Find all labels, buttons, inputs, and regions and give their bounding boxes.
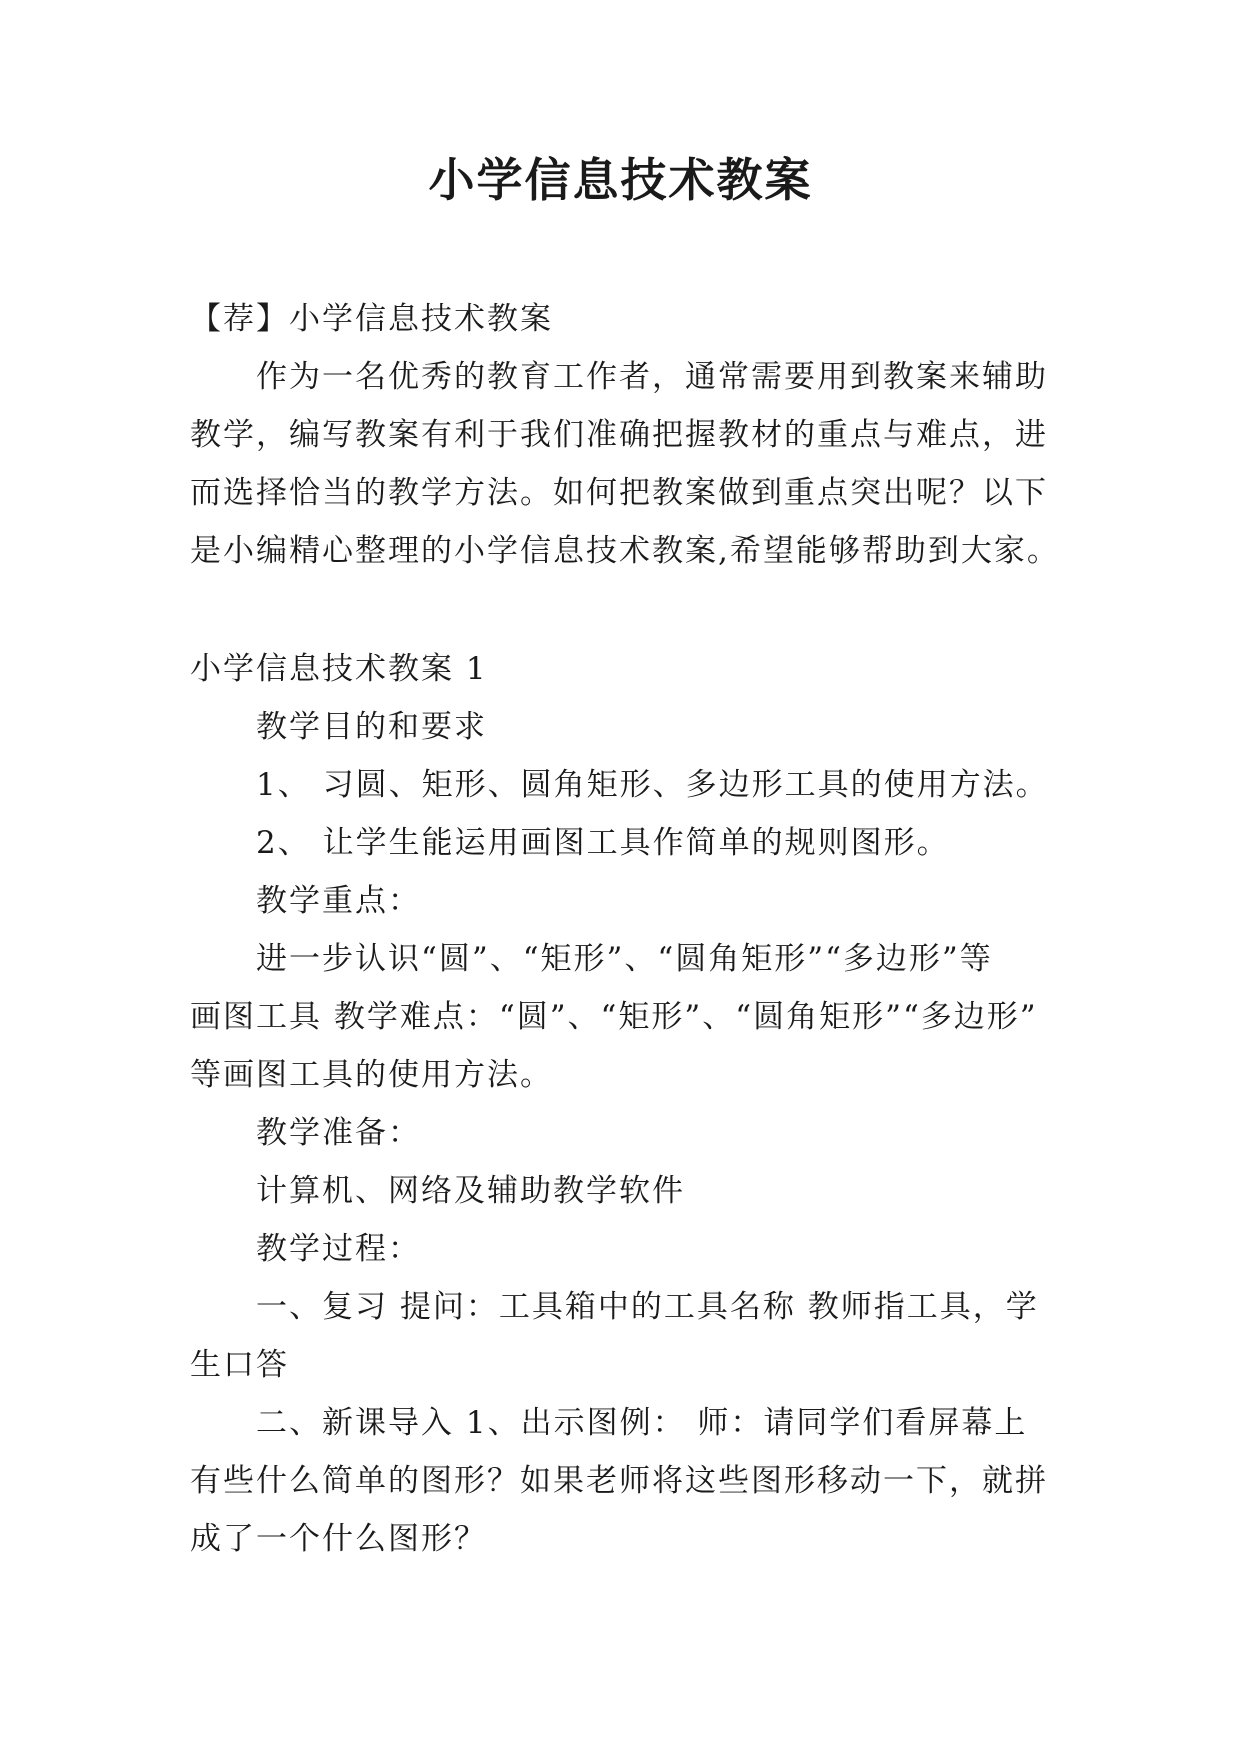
intro-paragraph-line: 教学，编写教案有利于我们准确把握教材的重点与难点，进 (190, 417, 1048, 453)
body-line: 进一步认识“圆”、“矩形”、“圆角矩形”“多边形”等 (256, 941, 993, 977)
body-line: 教学重点： (256, 883, 421, 919)
intro-paragraph-line: 作为一名优秀的教育工作者，通常需要用到教案来辅助 (256, 359, 1048, 395)
body-line: 2、 让学生能运用画图工具作简单的规则图形。 (256, 825, 950, 861)
page-title: 小学信息技术教案 (428, 153, 813, 207)
body-line: 等画图工具的使用方法。 (190, 1057, 553, 1093)
body-line: 二、新课导入 1、出示图例： 师：请同学们看屏幕上 (256, 1405, 1028, 1441)
blank-line (190, 580, 1060, 638)
intro-paragraph-line: 而选择恰当的教学方法。如何把教案做到重点突出呢？以下 (190, 475, 1048, 511)
body-line: 1、 习圆、矩形、圆角矩形、多边形工具的使用方法。 (256, 767, 1049, 803)
body-line: 教学过程： (256, 1231, 421, 1267)
section-title: 小学信息技术教案 1 (190, 651, 488, 687)
body-line: 有些什么简单的图形？如果老师将这些图形移动一下，就拼 (190, 1463, 1048, 1499)
body-line: 生口答 (190, 1347, 289, 1383)
intro-paragraph-line: 是小编精心整理的小学信息技术教案,希望能够帮助到大家。 (190, 533, 1060, 569)
body-line: 计算机、网络及辅助教学软件 (256, 1173, 685, 1209)
body-line: 一、复习 提问：工具箱中的工具名称 教师指工具，学 (256, 1289, 1039, 1325)
body-line: 成了一个什么图形？ (190, 1521, 487, 1557)
body-line: 教学目的和要求 (256, 709, 487, 745)
body-line: 教学准备： (256, 1115, 421, 1151)
body-line: 画图工具 教学难点：“圆”、“矩形”、“圆角矩形”“多边形” (190, 999, 1038, 1035)
recommend-heading: 【荐】小学信息技术教案 (190, 301, 553, 337)
document-body (190, 290, 1060, 1568)
